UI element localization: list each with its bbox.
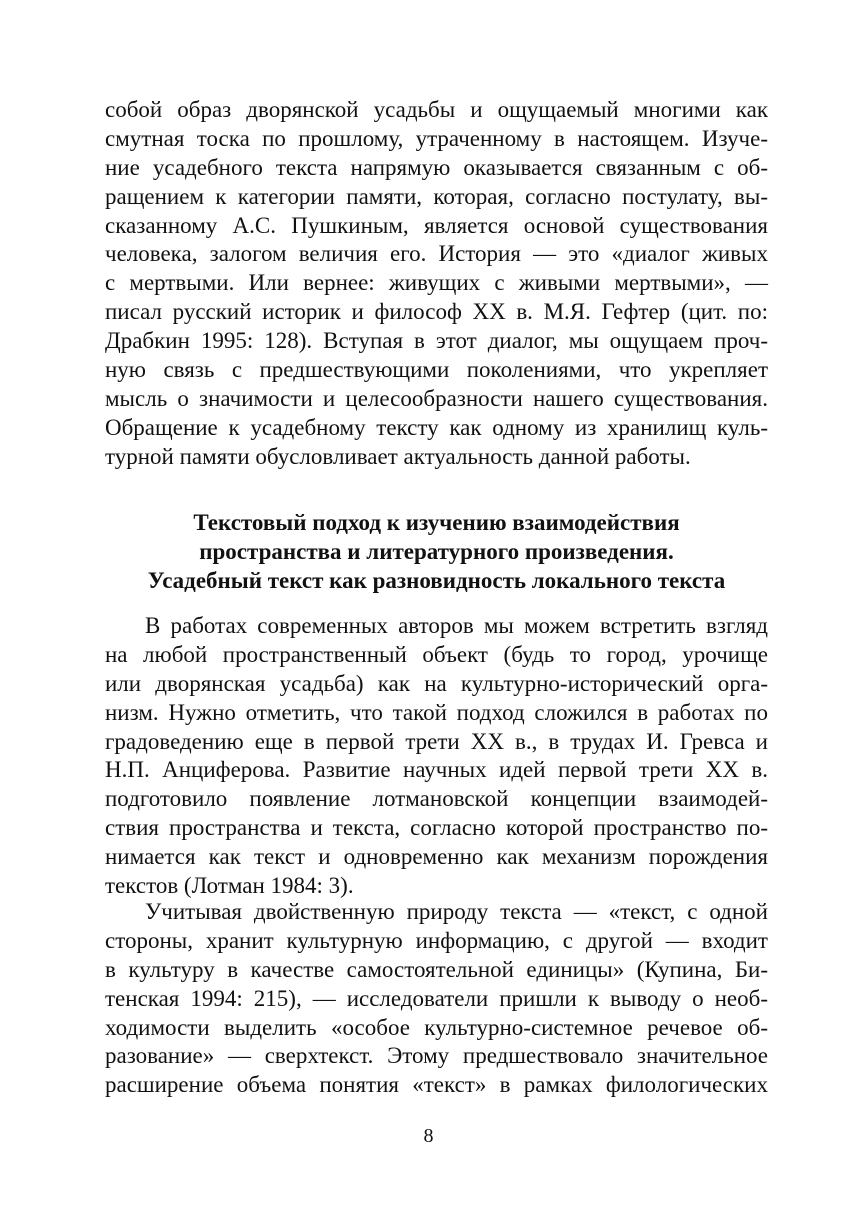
- text-line: В работах современных авторов мы можем встретить взгляд: [145, 613, 768, 638]
- text-line: подготовило появление лотмановской концепции взаимодей-: [105, 786, 768, 812]
- text-line: мысль о значимости и целесообразности нашего существования.: [105, 385, 768, 411]
- heading-line: Усадебный текст как разновидность локального текста: [147, 568, 726, 593]
- paragraph-supertext: [105, 898, 768, 1100]
- text-line: в культуру в качестве самостоятельной единицы» (Купина, Би-: [105, 956, 768, 982]
- heading-line: пространства и литературного произведения.: [199, 539, 674, 564]
- text-line: градоведению еще в первой трети XX в., в трудах И. Гревса и: [105, 728, 768, 754]
- heading-line: Текстовый подход к изучению взаимодействия: [193, 510, 680, 535]
- text-line: нимается как текст и одновременно как механизм порождения: [105, 844, 768, 870]
- text-line: тенская 1994: 215), — исследователи пришли к выводу о необ-: [105, 985, 768, 1011]
- text-line: расширение объема понятия «текст» в рамках филологических: [105, 1072, 768, 1098]
- paragraph-intro: [105, 96, 768, 472]
- text-line: собой образ дворянской усадьбы и ощущаемый многими как: [105, 97, 768, 122]
- text-line: стороны, хранит культурную информацию, с другой — входит: [105, 927, 768, 953]
- text-line: на любой пространственный объект (будь то город, урочище: [105, 641, 768, 667]
- text-line: Учитывая двойственную природу текста — «текст, с одной: [145, 899, 768, 924]
- text-line: ращением к категории памяти, которая, согласно постулату, вы-: [105, 183, 768, 209]
- text-line: ние усадебного текста напрямую оказывается связанным с об-: [105, 154, 768, 180]
- text-line: Обращение к усадебному тексту как одному из хранилищ куль-: [105, 414, 768, 440]
- page-number: 8: [423, 1125, 434, 1147]
- text-line: человека, залогом величия его. История — это «диалог живых: [105, 241, 768, 267]
- text-line: Н.П. Анциферова. Развитие научных идей первой трети XX в.: [105, 757, 768, 783]
- text-line: ствия пространства и текста, согласно которой пространство по-: [105, 815, 768, 841]
- paragraph-local-text: [105, 612, 768, 901]
- text-line: низм. Нужно отметить, что такой подход сложился в работах по: [105, 699, 768, 725]
- text-line: ную связь с предшествующими поколениями, что укрепляет: [105, 357, 768, 383]
- text-line: или дворянская усадьба) как на культурно-исторический орга-: [105, 670, 768, 696]
- text-line: писал русский историк и философ XX в. М.Я. Гефтер (цит. по:: [105, 299, 768, 325]
- text-line: ходимости выделить «особое культурно-системное речевое об-: [105, 1014, 768, 1040]
- text-line: смутная тоска по прошлому, утраченному в настоящем. Изуче-: [105, 125, 768, 151]
- text-line: Драбкин 1995: 128). Вступая в этот диалог, мы ощущаем проч-: [105, 328, 768, 354]
- text-line: разование» — сверхтекст. Этому предшествовало значительное: [105, 1043, 768, 1069]
- text-line: текстов (Лотман 1984: 3).: [105, 873, 354, 899]
- text-line: сказанному А.С. Пушкиным, является основой существования: [105, 212, 768, 238]
- text-line: турной памяти обусловливает актуальность данной работы.: [105, 443, 691, 469]
- text-line: с мертвыми. Или вернее: живущих с живыми мертвыми», —: [105, 270, 768, 296]
- section-heading: [105, 508, 768, 595]
